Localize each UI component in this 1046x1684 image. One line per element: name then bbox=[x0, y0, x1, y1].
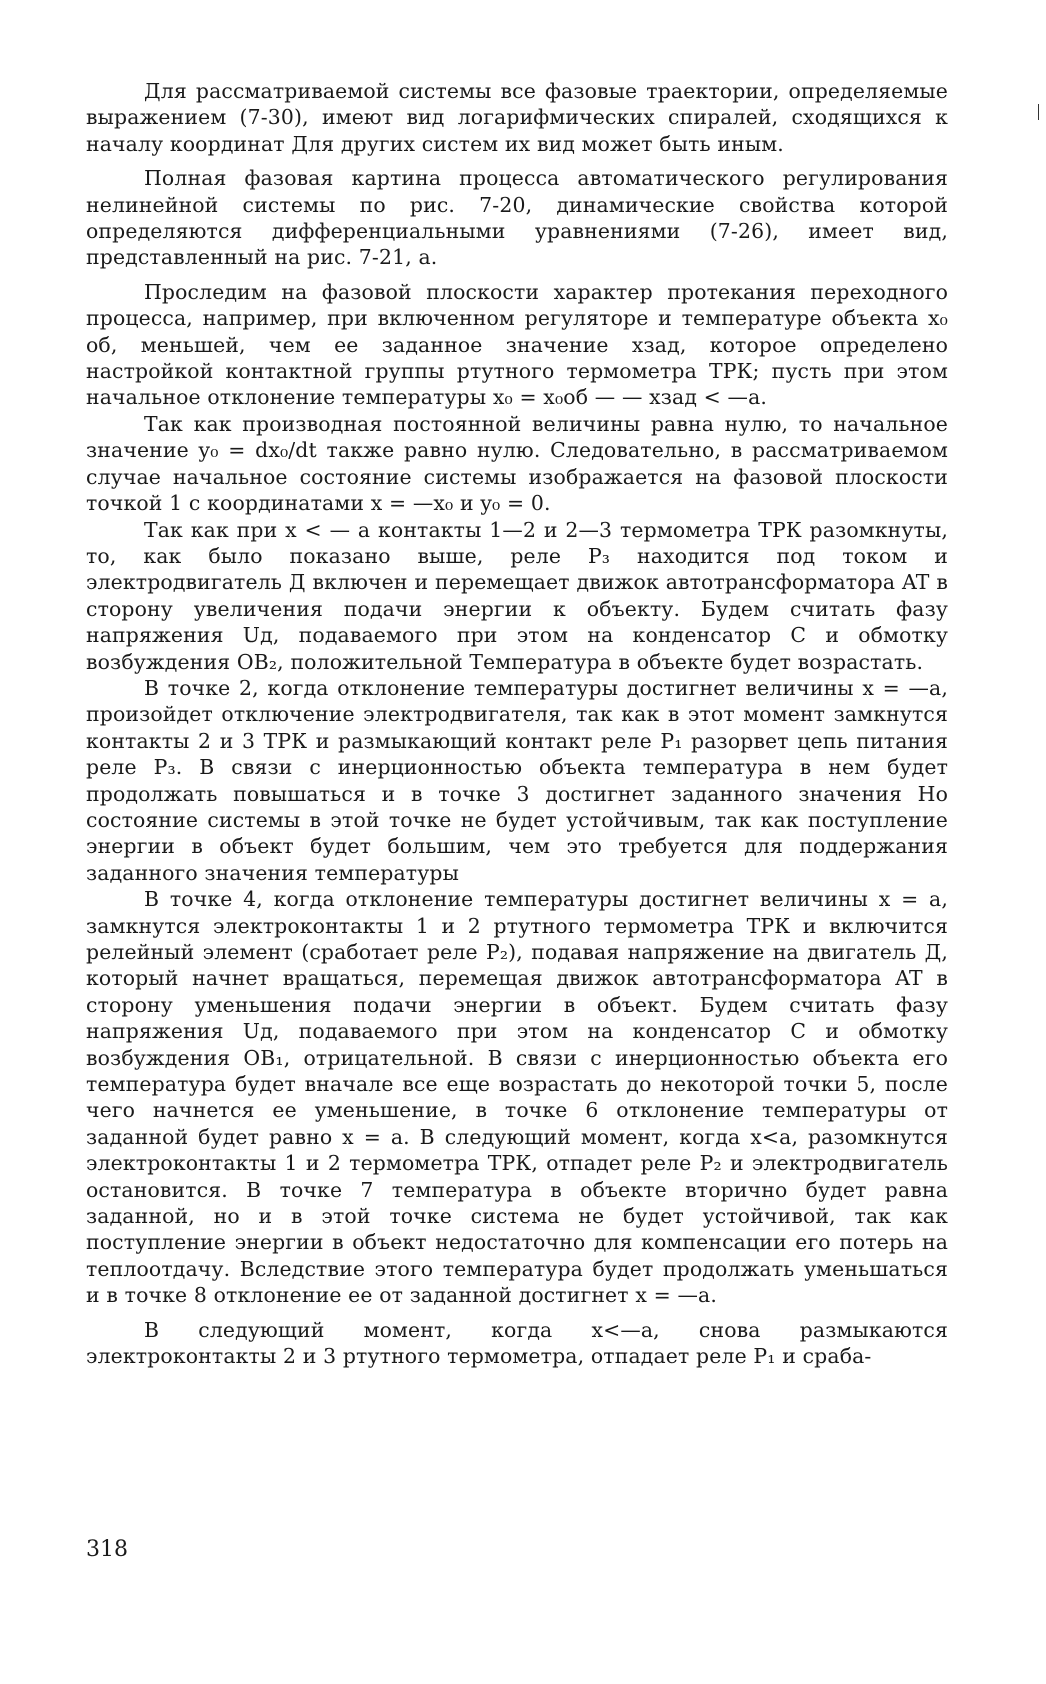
paragraph-4: Так как производная постоянной величины равна нулю, то начальное значение y₀ = dx₀/dt также равно нулю. Следовательно, в рассматриваемом случае начальное состояние системы изображается на фазовой плоскости точкой 1 с координатами x = —x₀ и y₀ = 0. bbox=[86, 411, 948, 516]
paragraph-5: Так как при x < — a контакты 1—2 и 2—3 термометра ТРК разомкнуты, то, как было показано выше, реле P₃ находится под током и электродвигатель Д включен и перемещает движок автотрансформатора AT в сторону увеличения подачи энергии к объекту. Будем считать фазу напряжения Uд, подаваемого при этом на конденсатор C и обмотку возбуждения OB₂, положительной Температура в объекте будет возрастать. bbox=[86, 517, 948, 674]
paragraph-1: Для рассматриваемой системы все фазовые траектории, определяемые выражением (7-30), имеют вид логарифмических спиралей, сходящихся к началу координат Для других систем их вид может быть иным. bbox=[86, 79, 948, 156]
paragraph-3: Проследим на фазовой плоскости характер протекания переходного процесса, например, при включенном регуляторе и температуре объекта x₀ об, меньшей, чем ее заданное значение xзад, которое определено настройкой контактной группы ртутного термометра ТРК; пусть при этом начальное отклонение температуры x₀ = x₀об — — xзад < —a. bbox=[86, 279, 948, 410]
paragraph-7: В точке 4, когда отклонение температуры достигнет величины x = a, замкнутся электроконтакты 1 и 2 ртутного термометра ТРК и включится релейный элемент (сработает реле P₂), подавая напряжение на двигатель Д, который начнет вращаться, перемещая движок автотрансформатора AT в сторону уменьшения подачи энергии в объект. Будем считать фазу напряжения Uд, подаваемого при этом на конденсатор C и обмотку возбуждения OB₁, отрицательной. В связи с инерционностью объекта его температура будет вначале все еще возрастать до некоторой точки 5, после чего начнется ее уменьшение, в точке 6 отклонение температуры от заданной будет равно x = a. В следующий момент, когда x<a, разомкнутся электроконтакты 1 и 2 термометра ТРК, отпадет реле P₂ и электродвигатель остановится. В точке 7 температура в объекте вторично будет равна заданной, но и в этой точке система не будет устойчивой, так как поступление энергии в объект недостаточно для компенсации его потерь на теплоотдачу. Вследствие этого температура будет продолжать уменьшаться и в точке 8 отклонение ее от заданной достигнет x = —a. bbox=[86, 887, 948, 1308]
paragraph-8: В следующий момент, когда x<—a, снова размыкаются электроконтакты 2 и 3 ртутного термометра, отпадает реле P₁ и сраба- bbox=[86, 1317, 948, 1369]
page-number: 318 bbox=[86, 1537, 128, 1562]
margin-mark bbox=[1038, 104, 1039, 120]
page-body bbox=[86, 78, 948, 1370]
paragraph-6: В точке 2, когда отклонение температуры достигнет величины x = —a, произойдет отключение электродвигателя, так как в этот момент замкнутся контакты 2 и 3 ТРК и размыкающий контакт реле P₁ разорвет цепь питания реле P₃. В связи с инерционностью объекта температура в нем будет продолжать повышаться и в точке 3 достигнет заданного значения Но состояние системы в этой точке не будет устойчивым, так как поступление энергии в объект будет большим, чем это требуется для поддержания заданного значения температуры bbox=[86, 675, 948, 885]
paragraph-2: Полная фазовая картина процесса автоматического регулирования нелинейной системы по рис. 7-20, динамические свойства которой определяются дифференциальными уравнениями (7-26), имеет вид, представленный на рис. 7-21, а. bbox=[86, 166, 948, 270]
